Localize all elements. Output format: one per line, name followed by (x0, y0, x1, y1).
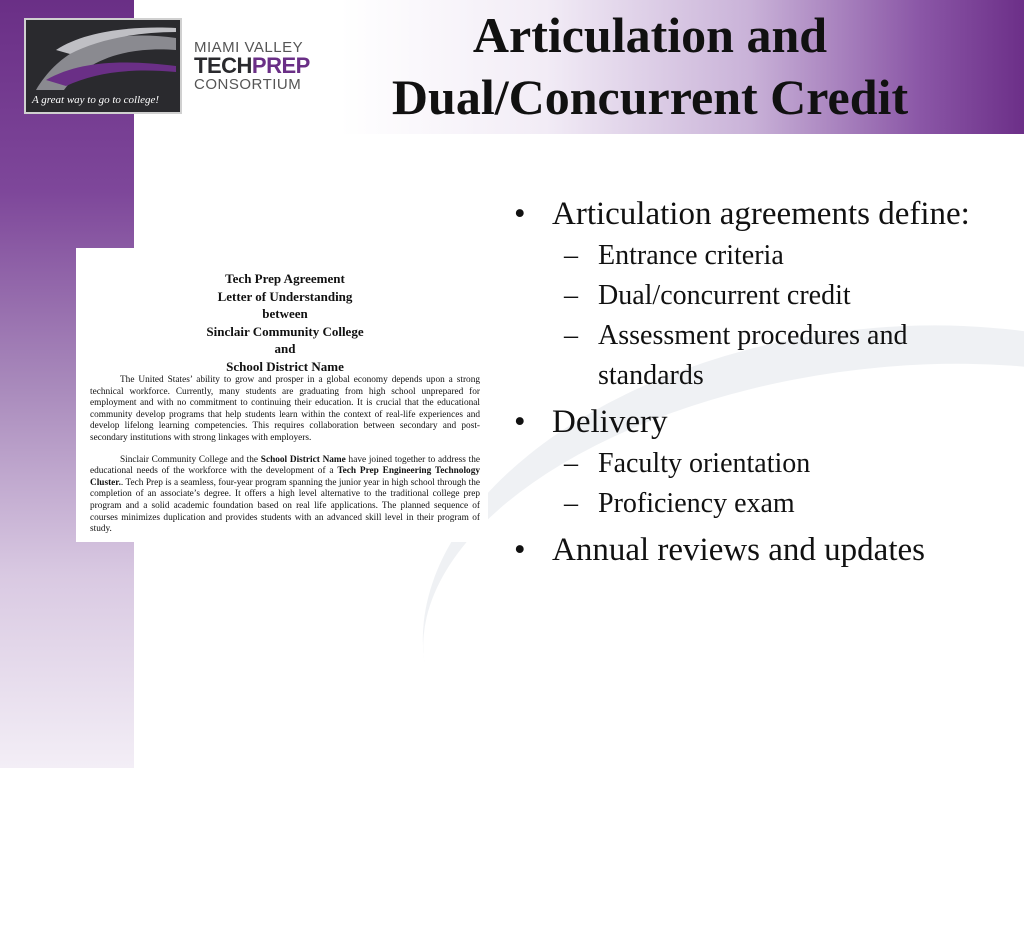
bullet-text: Articulation agreements define: (552, 196, 970, 232)
dash-icon: – (564, 280, 578, 311)
doc-bold-text: Tech Prep Engineering Technology Cluster. (90, 466, 480, 488)
sub-bullet-item (512, 316, 992, 396)
doc-heading-line: School District Name (226, 358, 344, 374)
sub-bullet-item (512, 276, 992, 316)
sub-bullet-text: Assessment procedures and standards (598, 320, 908, 391)
sub-bullet-text: Entrance criteria (598, 240, 784, 271)
agreement-document-image (76, 248, 488, 542)
sub-bullet-text: Dual/concurrent credit (598, 280, 851, 311)
sub-bullet-text: Proficiency exam (598, 488, 795, 519)
doc-bold-text: School District Name (260, 454, 346, 465)
sub-bullet-item (512, 444, 992, 484)
bullet-item (512, 528, 992, 572)
logo-line-miami-valley: MIAMI VALLEY (194, 39, 304, 56)
sub-bullet-item (512, 236, 992, 276)
logo-tech: TECH (194, 53, 252, 78)
bullet-item (512, 400, 992, 444)
doc-text: Sinclair Community College and the (120, 454, 261, 465)
doc-heading-line: and (274, 341, 296, 356)
logo-line-techprep (194, 55, 310, 77)
document-paragraph-2 (90, 455, 480, 536)
bullet-item (512, 192, 992, 236)
doc-text: . Tech Prep is a seamless, four-year program spanning the junior year in high school through the completion of an associate’s degree. It offers a high level alternative to the traditional college prep program and a solid academic foundation based on real life applications. The planned sequence of courses minimizes duplication and provides students with an advanced skill level in their program of study. (90, 477, 480, 535)
logo-line-consortium: CONSORTIUM (194, 76, 302, 93)
bullet-text: Delivery (552, 404, 668, 440)
bullet-text: Annual reviews and updates (552, 532, 925, 568)
document-heading (90, 270, 480, 375)
tech-prep-logo (24, 18, 344, 116)
dash-icon: – (564, 240, 578, 271)
dash-icon: – (564, 320, 578, 351)
doc-heading-line: Tech Prep Agreement (225, 271, 345, 286)
bullet-list (512, 188, 992, 572)
bullet-icon: • (514, 404, 526, 440)
title-line-2: Dual/Concurrent Credit (391, 69, 909, 125)
bullet-icon: • (514, 196, 526, 232)
sub-bullet-item (512, 484, 992, 524)
doc-heading-line: Letter of Understanding (217, 288, 353, 304)
sub-bullet-text: Faculty orientation (598, 448, 811, 479)
logo-emblem (24, 18, 182, 114)
title-line-1: Articulation and (472, 7, 828, 63)
logo-tagline: A great way to go to college! (32, 94, 160, 106)
dash-icon: – (564, 448, 578, 479)
slide-title (340, 4, 960, 128)
doc-heading-line: Sinclair Community College (206, 323, 364, 339)
doc-text: have joined together to address the educational needs of the workforce with the development of a (90, 454, 480, 477)
logo-wordmark (194, 40, 310, 92)
document-paragraph-1: The United States’ ability to grow and prosper in a global economy depends upon a strong technical workforce. Currently, many students are graduating from high school unprepared for employment and with no commitment to continuing their education. It is crucial that the educational community develop programs that help students learn within the context of real-life experiences and develop lifelong learning competencies. This requires collaboration between secondary and post-secondary institutions with strong linkages with employers. (90, 375, 480, 443)
doc-heading-line: between (262, 306, 308, 321)
dash-icon: – (564, 488, 578, 519)
logo-prep: PREP (251, 53, 310, 78)
bullet-icon: • (514, 532, 526, 568)
